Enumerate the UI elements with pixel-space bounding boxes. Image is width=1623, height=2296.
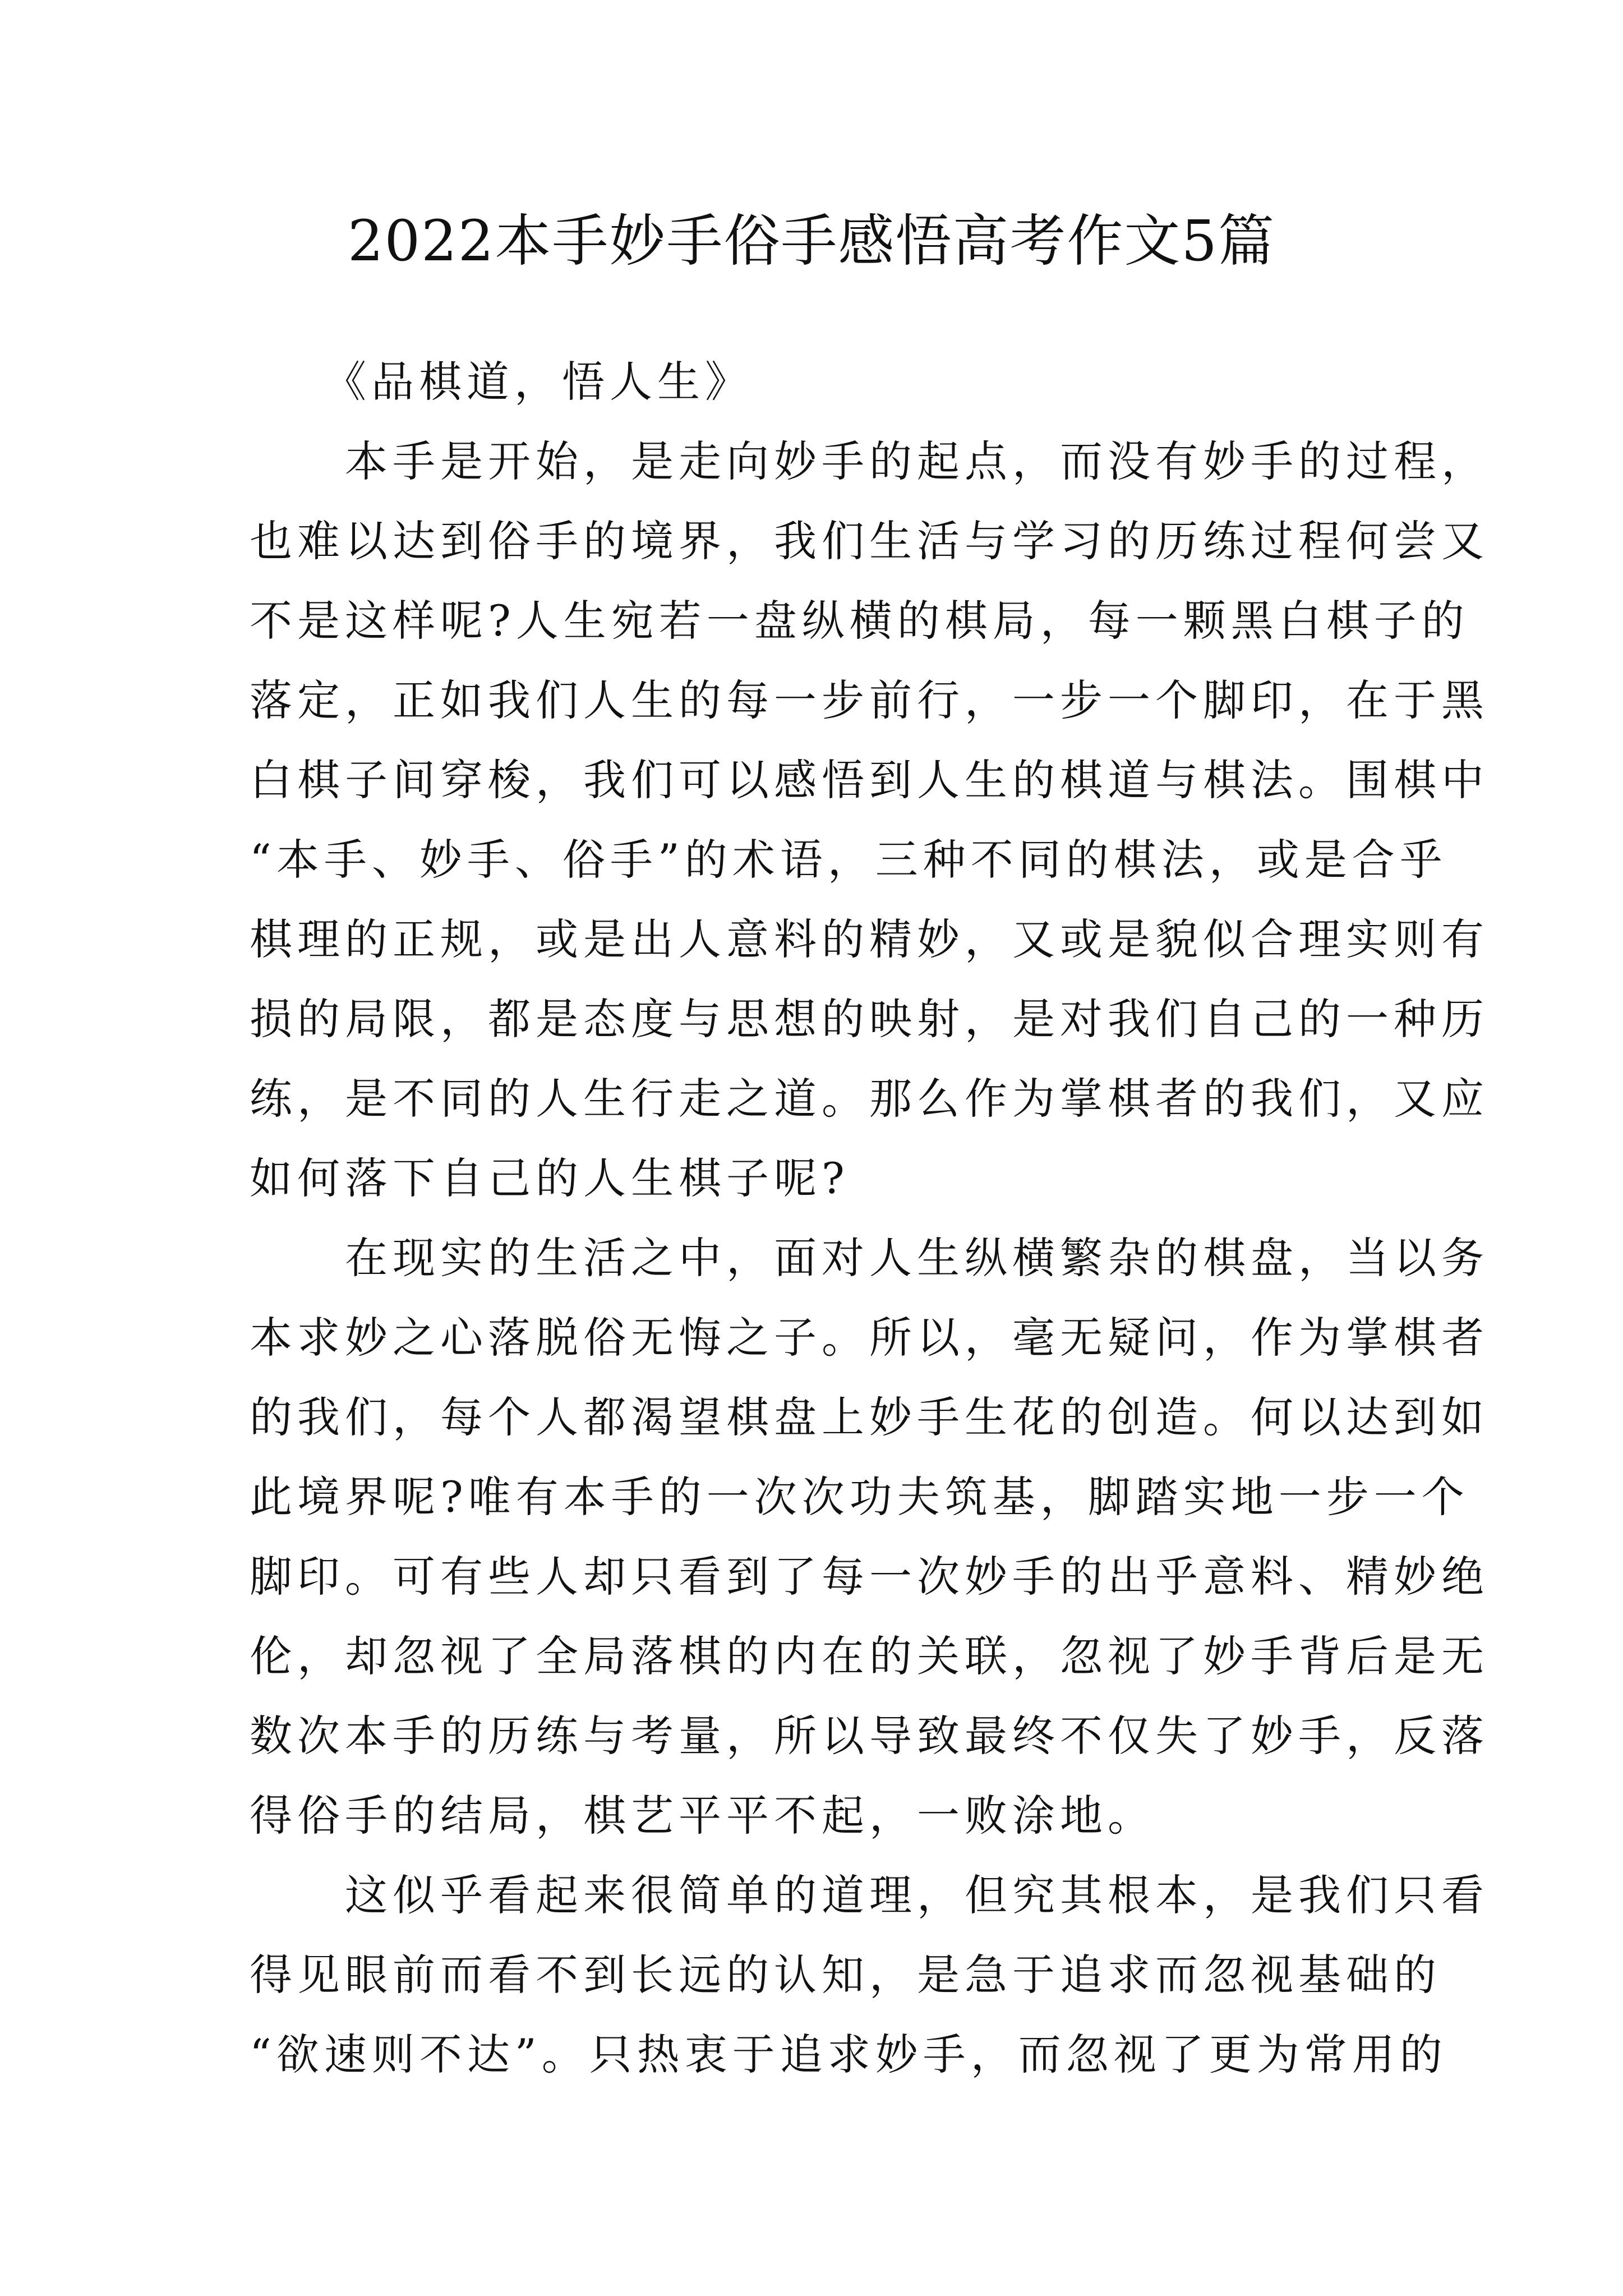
body-line: 白棋子间穿梭，我们可以感悟到人生的棋道与棋法。围棋中: [250, 755, 1489, 805]
document-title: 2022本手妙手俗手感悟高考作文5篇: [347, 208, 1276, 274]
body-line: 《品棋道，悟人生》: [250, 357, 753, 407]
body-line: 得俗手的结局，棋艺平平不起，一败涂地。: [250, 1791, 1155, 1841]
body-line: 这似乎看起来很简单的道理，但究其根本，是我们只看: [250, 1870, 1489, 1920]
body-line: 此境界呢?唯有本手的一次次功夫筑基，脚踏实地一步一个: [250, 1472, 1469, 1522]
body-line: 伦，却忽视了全局落棋的内在的关联，忽视了妙手背后是无: [250, 1631, 1489, 1681]
body-line: 也难以达到俗手的境界，我们生活与学习的历练过程何尝又: [250, 516, 1489, 566]
body-line: 如何落下自己的人生棋子呢?: [250, 1153, 850, 1203]
body-line: 脚印。可有些人却只看到了每一次妙手的出乎意料、精妙绝: [250, 1552, 1489, 1602]
body-line: “欲速则不达”。只热衷于追求妙手，而忽视了更为常用的: [250, 2030, 1447, 2079]
document-body: [250, 342, 1489, 2095]
body-line: “本手、妙手、俗手”的术语，三种不同的棋法，或是合乎: [250, 835, 1447, 885]
body-line: 得见眼前而看不到长远的认知，是急于追求而忽视基础的: [250, 1950, 1441, 2000]
body-line: 数次本手的历练与考量，所以导致最终不仅失了妙手，反落: [250, 1711, 1489, 1761]
body-line: 不是这样呢?人生宛若一盘纵横的棋局，每一颗黑白棋子的: [250, 596, 1469, 646]
body-line: 本手是开始，是走向妙手的起点，而没有妙手的过程，: [250, 436, 1489, 486]
body-line: 本求妙之心落脱俗无悔之子。所以，毫无疑问，作为掌棋者: [250, 1313, 1489, 1363]
body-line: 落定，正如我们人生的每一步前行，一步一个脚印，在于黑: [250, 675, 1489, 725]
body-line: 损的局限，都是态度与思想的映射，是对我们自己的一种历: [250, 994, 1489, 1044]
body-line: 练，是不同的人生行走之道。那么作为掌棋者的我们，又应: [250, 1074, 1489, 1124]
body-line: 的我们，每个人都渴望棋盘上妙手生花的创造。何以达到如: [250, 1392, 1489, 1442]
body-line: 棋理的正规，或是出人意料的精妙，又或是貌似合理实则有: [250, 914, 1489, 964]
body-line: 在现实的生活之中，面对人生纵横繁杂的棋盘，当以务: [250, 1233, 1489, 1283]
